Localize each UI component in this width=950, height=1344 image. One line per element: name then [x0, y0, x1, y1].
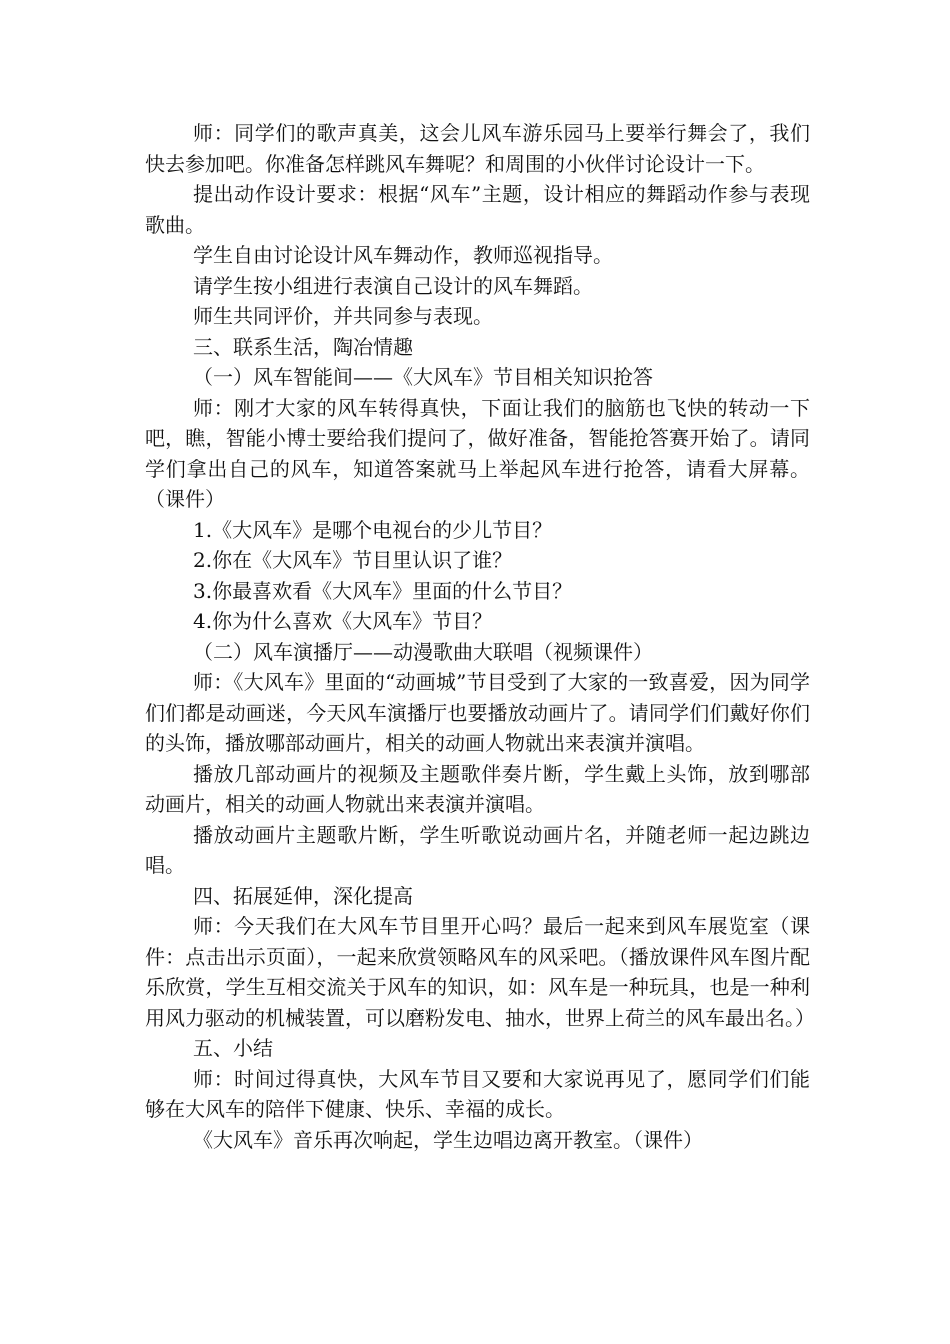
section-heading-3: 三、联系生活，陶冶情趣 [193, 334, 413, 359]
document-page [145, 118, 815, 1155]
paragraph-animation-city: 师：《大风车》里面的“动画城”节目受到了大家的一致喜爱，因为同学们们都是动画迷，今天风车演播厅也要播放动画片了。请同学们们戴好你们的头饰，播放哪部动画片，相关的动画人物就出来表演并演唱。 [145, 670, 810, 755]
paragraph-closing-music: 《大风车》音乐再次响起，学生边唱边离开教室。（课件） [193, 1127, 703, 1152]
paragraph-teacher-dance-intro: 师：同学们的歌声真美，这会儿风车游乐园马上要举行舞会了，我们快去参加吧。你准备怎样跳风车舞呢？和周围的小伙伴讨论设计一下。 [145, 121, 810, 176]
paragraph-design-requirement: 提出动作设计要求：根据“风车”主题，设计相应的舞蹈动作参与表现歌曲。 [145, 182, 810, 237]
subsection-heading-3-2: （二）风车演播厅——动漫歌曲大联唱（视频课件） [193, 639, 653, 664]
quiz-question-3: 3.你最喜欢看《大风车》里面的什么节目？ [193, 578, 573, 603]
subsection-heading-3-1: （一）风车智能间——《大风车》节目相关知识抢答 [193, 365, 653, 389]
section-heading-5: 五、小结 [193, 1036, 273, 1060]
paragraph-windmill-exhibition: 师：今天我们在大风车节目里开心吗？最后一起来到风车展览室（课件：点击出示页面），一起来欣赏领略风车的风采吧。（播放课件风车图片配乐欣赏，学生互相交流关于风车的知识，如：风车是一种玩具，也是一种利用风力驱动的机械装置，可以磨粉发电、抽水，世界上荷兰的风车最出名。） [145, 914, 815, 1030]
paragraph-quiz-intro: 师：刚才大家的风车转得真快，下面让我们的脑筋也飞快的转动一下吧，瞧，智能小博士要给我们提问了，做好准备，智能抢答赛开始了。请同学们拿出自己的风车，知道答案就马上举起风车进行抢答，请看大屏幕。（课件） [145, 395, 810, 511]
quiz-question-2: 2.你在《大风车》节目里认识了谁？ [193, 548, 513, 572]
paragraph-play-videos: 播放几部动画片的视频及主题歌伴奏片断，学生戴上头饰，放到哪部动画片，相关的动画人物就出来表演并演唱。 [145, 761, 810, 816]
paragraph-joint-evaluation: 师生共同评价，并共同参与表现。 [193, 304, 493, 328]
quiz-question-4: 4.你为什么喜欢《大风车》节目？ [193, 609, 493, 633]
paragraph-group-performance: 请学生按小组进行表演自己设计的风车舞蹈。 [193, 273, 593, 298]
paragraph-student-discussion: 学生自由讨论设计风车舞动作，教师巡视指导。 [193, 243, 613, 267]
quiz-question-1: 1.《大风车》是哪个电视台的少儿节目？ [193, 517, 553, 542]
paragraph-farewell: 师：时间过得真快，大风车节目又要和大家说再见了，愿同学们们能够在大风车的陪伴下健康、快乐、幸福的成长。 [145, 1066, 810, 1121]
section-heading-4: 四、拓展延伸，深化提高 [193, 883, 413, 908]
paragraph-sing-along: 播放动画片主题歌片断，学生听歌说动画片名，并随老师一起边跳边唱。 [145, 822, 810, 877]
